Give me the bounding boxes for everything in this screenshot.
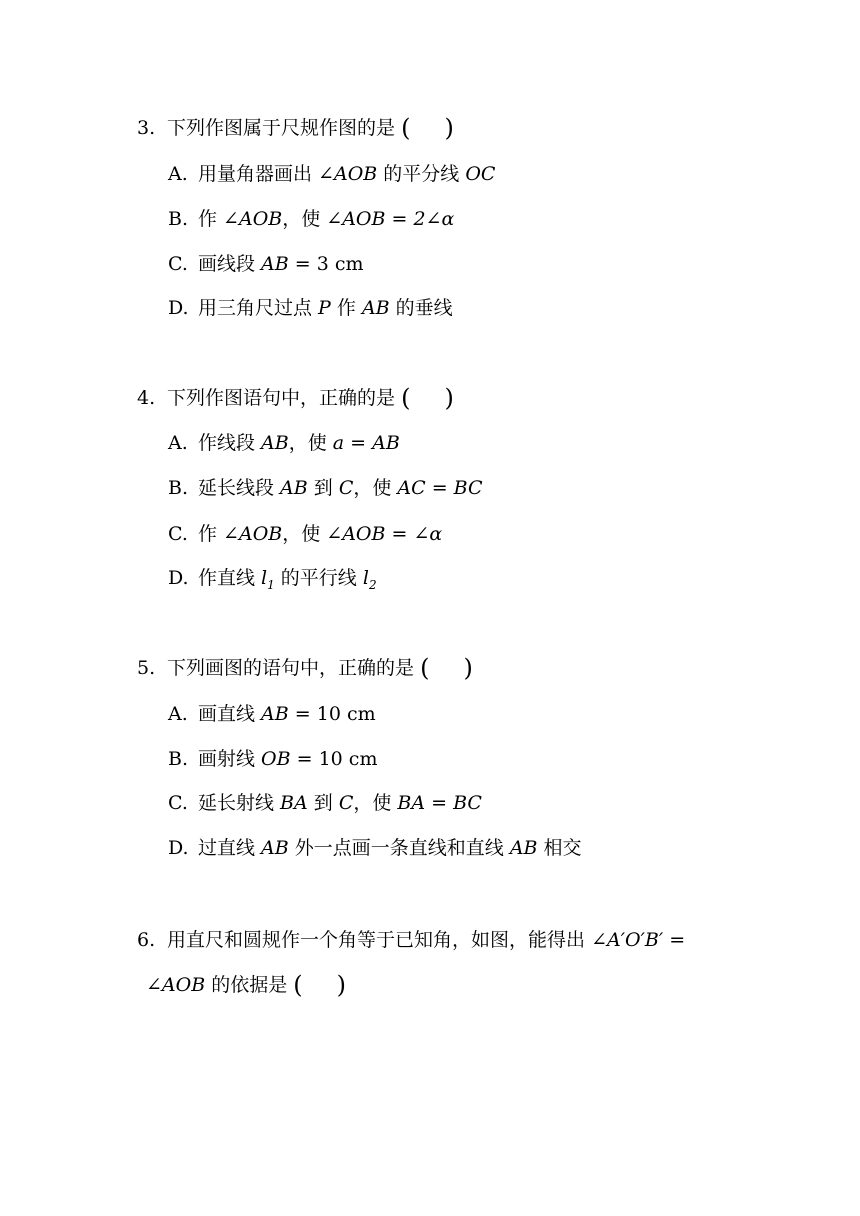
option-math: l <box>261 567 268 589</box>
option-text: 作 <box>198 208 224 230</box>
option-text: 过直线 <box>198 837 262 859</box>
question-stem <box>137 386 454 410</box>
option-math: AB <box>509 837 538 859</box>
option-math: AB <box>280 477 308 499</box>
option-math: ∠AOB <box>318 163 378 185</box>
option-a <box>168 162 495 186</box>
option-math: OC <box>465 163 496 185</box>
option-text: 画射线 <box>198 748 262 770</box>
option-letter: A. <box>168 163 188 185</box>
option-letter: C. <box>168 523 188 545</box>
option-math: ∠AOB <box>223 208 283 230</box>
answer-paren-open: ( <box>293 971 303 999</box>
option-text: 外一点画一条直线和直线 <box>288 837 510 859</box>
stem-text: 的依据是 <box>205 974 288 996</box>
option-text: ，使 <box>282 208 327 230</box>
option-a <box>168 431 400 455</box>
question-stem <box>137 656 473 680</box>
option-letter: A. <box>168 432 188 454</box>
option-math: a = AB <box>332 432 400 454</box>
answer-paren-close: ) <box>463 654 473 682</box>
option-text: 用三角尺过点 <box>198 297 319 319</box>
option-math: AC = BC <box>397 477 483 499</box>
answer-paren-close: ) <box>444 114 454 142</box>
option-letter: D. <box>168 297 189 319</box>
option-text: = 10 cm <box>288 703 376 725</box>
option-letter: B. <box>168 208 189 230</box>
option-letter: B. <box>168 477 189 499</box>
option-text: 的平行线 <box>274 567 363 589</box>
option-letter: C. <box>168 253 188 275</box>
option-c <box>168 791 482 815</box>
option-text: 作 <box>330 297 362 319</box>
option-c <box>168 252 364 276</box>
option-math: P <box>318 297 331 319</box>
option-letter: C. <box>168 792 188 814</box>
question-number: 5. <box>137 657 156 679</box>
option-b <box>168 207 454 231</box>
answer-paren-close: ) <box>444 384 454 412</box>
option-letter: D. <box>168 837 189 859</box>
option-text: 作线段 <box>198 432 262 454</box>
option-d <box>168 566 377 590</box>
option-text: ，使 <box>288 432 333 454</box>
option-text: 作直线 <box>198 567 262 589</box>
option-text: ，使 <box>353 792 398 814</box>
option-math: BA = BC <box>397 792 482 814</box>
answer-paren-open: ( <box>401 114 411 142</box>
option-text: 作 <box>198 523 224 545</box>
option-text: = 3 cm <box>288 253 364 275</box>
option-math: OB <box>261 748 291 770</box>
option-d <box>168 836 582 860</box>
option-text: 用量角器画出 <box>198 163 319 185</box>
option-text: ，使 <box>282 523 327 545</box>
option-math: C <box>338 477 354 499</box>
stem-text: 下列作图语句中，正确的是 <box>167 387 396 409</box>
option-text: 到 <box>307 792 339 814</box>
question-stem-continuation <box>146 973 346 997</box>
option-math: AB <box>261 837 289 859</box>
option-d <box>168 296 453 320</box>
stem-text: 下列作图属于尺规作图的是 <box>167 117 396 139</box>
option-letter: A. <box>168 703 188 725</box>
option-math: AB <box>361 297 390 319</box>
option-math: AB <box>261 432 289 454</box>
option-text: 画直线 <box>198 703 262 725</box>
option-letter: D. <box>168 567 189 589</box>
option-text: 相交 <box>537 837 582 859</box>
option-math: ∠AOB <box>223 523 283 545</box>
stem-text: 用直尺和圆规作一个角等于已知角，如图，能得出 <box>167 929 586 951</box>
option-math: AB <box>261 253 289 275</box>
question-stem <box>137 116 454 140</box>
question-number: 4. <box>137 387 156 409</box>
question-stem <box>137 928 685 952</box>
question-number: 6. <box>137 929 156 951</box>
option-b <box>168 476 483 500</box>
option-subscript: 1 <box>267 577 275 592</box>
stem-math: ∠AOB <box>146 974 206 996</box>
option-text: 画线段 <box>198 253 262 275</box>
option-text: 延长射线 <box>198 792 281 814</box>
answer-paren-open: ( <box>420 654 430 682</box>
answer-paren-open: ( <box>401 384 411 412</box>
stem-text: 下列画图的语句中，正确的是 <box>167 657 415 679</box>
option-a <box>168 702 376 726</box>
option-letter: B. <box>168 748 189 770</box>
option-math: AB <box>261 703 289 725</box>
option-math: ∠AOB = ∠α <box>326 523 443 545</box>
option-text: 的平分线 <box>377 163 466 185</box>
option-math: ∠AOB = 2∠α <box>326 208 455 230</box>
option-subscript: 2 <box>368 577 377 592</box>
option-text: 到 <box>307 477 339 499</box>
option-math: l <box>362 567 369 589</box>
stem-math: ∠A′O′B′ = <box>591 929 686 951</box>
option-math: C <box>338 792 354 814</box>
answer-paren-close: ) <box>336 971 347 999</box>
option-text: 的垂线 <box>389 297 453 319</box>
option-c <box>168 522 442 546</box>
question-number: 3. <box>137 117 156 139</box>
option-math: BA <box>280 792 308 814</box>
option-text: ，使 <box>353 477 398 499</box>
option-text: 延长线段 <box>198 477 281 499</box>
option-b <box>168 747 377 771</box>
option-text: = 10 cm <box>290 748 378 770</box>
